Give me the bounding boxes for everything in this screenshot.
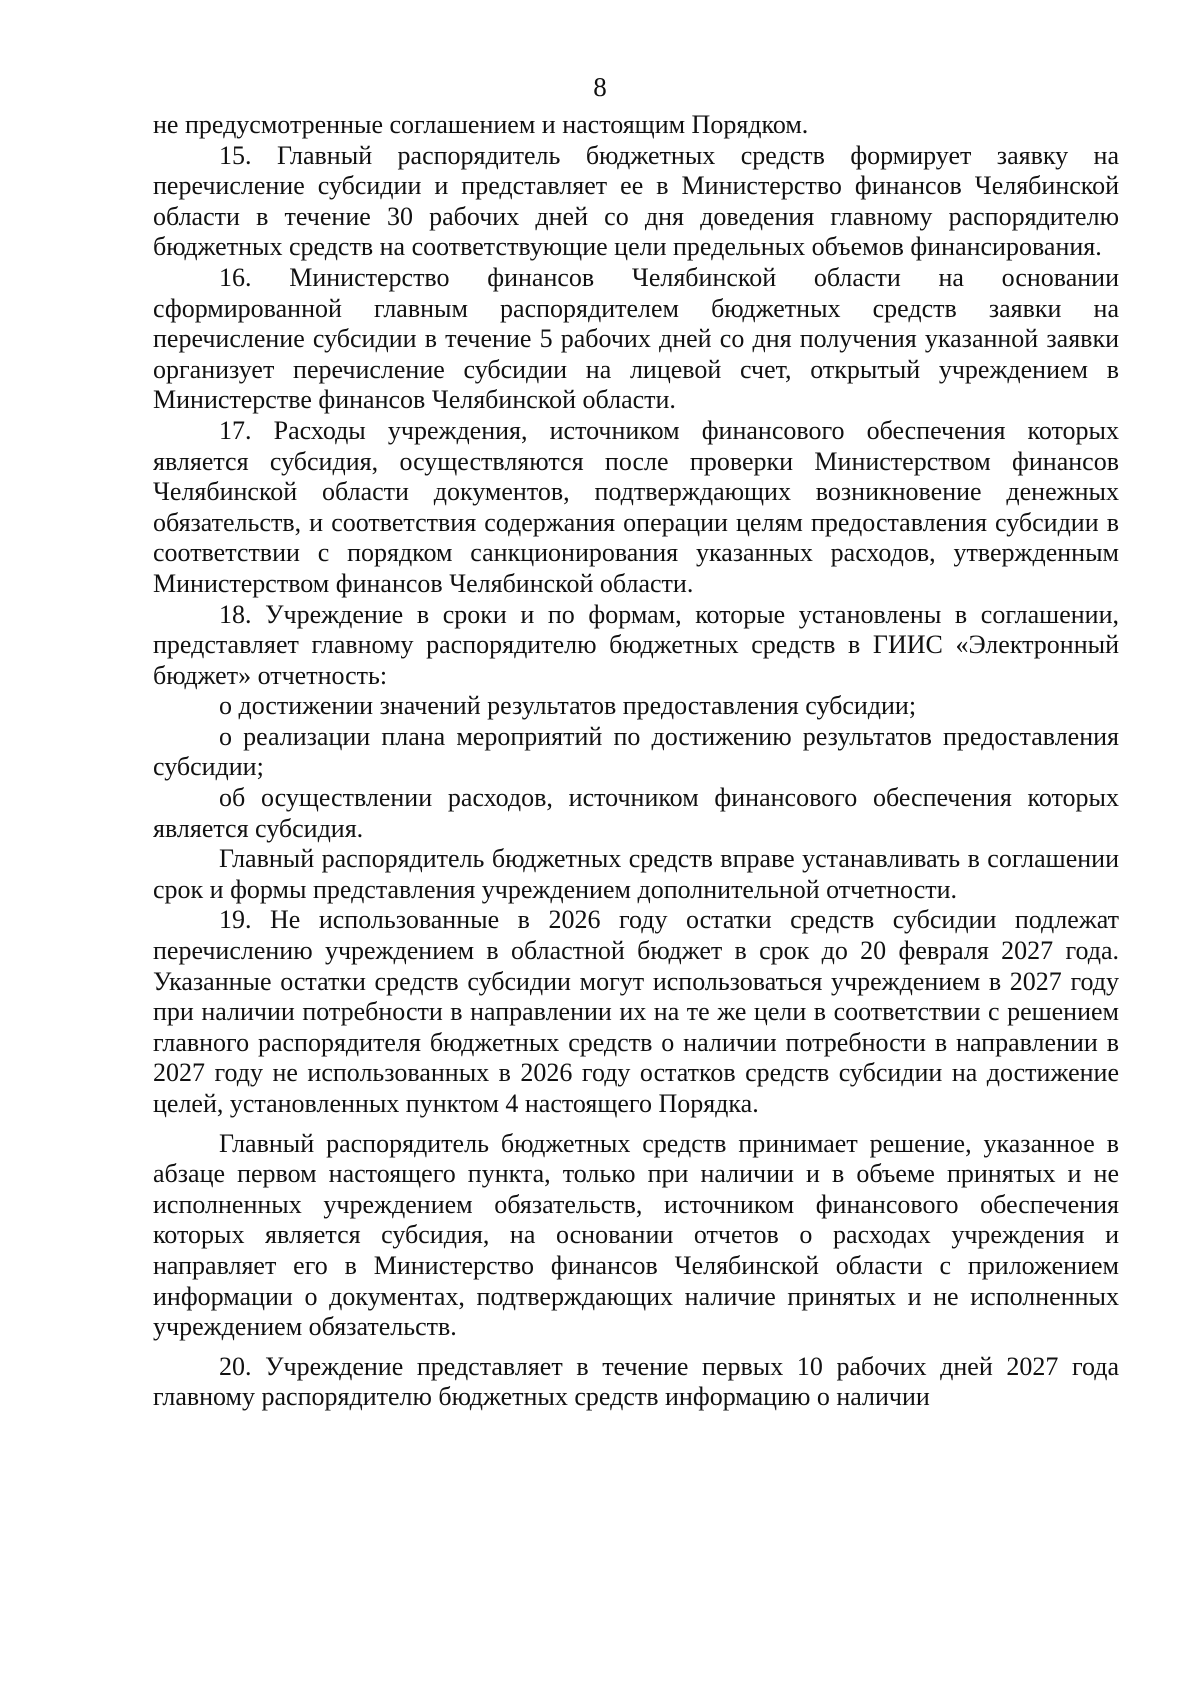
paragraph-additional-reporting: Главный распорядитель бюджетных средств вправе устанавливать в соглашении срок и формы представления учреждением дополнительной отчетности. [153, 844, 1119, 904]
paragraph-report-results: о достижении значений результатов предоставления субсидии; [219, 691, 917, 721]
paragraph-continuation: не предусмотренные соглашением и настоящим Порядком. [153, 110, 809, 139]
paragraph-report-expenses: об осуществлении расходов, источником финансового обеспечения которых является субсидия. [153, 783, 1119, 843]
paragraph-item-15: 15. Главный распорядитель бюджетных средств формирует заявку на перечисление субсидии и представляет ее в Министерство финансов Челябинской области в течение 30 рабочих дней со дня доведения главному распорядителю бюджетных средств на соответствующие цели предельных объемов финансирования. [153, 140, 1119, 262]
paragraph-item-16: 16. Министерство финансов Челябинской области на основании сформированной главным распорядителем бюджетных средств заявки на перечисление субсидии в течение 5 рабочих дней со дня получения указанной заявки организует перечисление субсидии на лицевой счет, открытый учреждением в Министерстве финансов Челябинской области. [153, 262, 1119, 415]
document-body [153, 110, 1119, 1413]
page-number: 8 [593, 72, 607, 102]
paragraph-item-17: 17. Расходы учреждения, источником финансового обеспечения которых является субсидия, осуществляются после проверки Министерством финансов Челябинской области документов, подтверждающих возникновение денежных обязательств, и соответствия содержания операции целям предоставления субсидии в соответствии с порядком санкционирования указанных расходов, утвержденным Министерством финансов Челябинской области. [153, 415, 1119, 598]
paragraph-report-plan: о реализации плана мероприятий по достижению результатов предоставления субсидии; [153, 721, 1119, 782]
paragraph-decision: Главный распорядитель бюджетных средств принимает решение, указанное в абзаце первом настоящего пункта, только при наличии и в объеме принятых и не исполненных учреждением обязательств, источником финансового обеспечения которых является субсидия, на основании отчетов о расходах учреждения и направляет его в Министерство финансов Челябинской области с приложением информации о документах, подтверждающих наличие принятых и не исполненных учреждением обязательств. [153, 1128, 1119, 1342]
paragraph-item-18: 18. Учреждение в сроки и по формам, которые установлены в соглашении, представляет главному распорядителю бюджетных средств в ГИИС «Электронный бюджет» отчетность: [153, 599, 1119, 690]
paragraph-item-20: 20. Учреждение представляет в течение первых 10 рабочих дней 2027 года главному распорядителю бюджетных средств информацию о наличии [153, 1351, 1119, 1412]
paragraph-item-19: 19. Не использованные в 2026 году остатки средств субсидии подлежат перечислению учреждением в областной бюджет в срок до 20 февраля 2027 года. Указанные остатки средств субсидии могут использоваться учреждением в 2027 году при наличии потребности в направлении их на те же цели в соответствии с решением главного распорядителя бюджетных средств о наличии потребности в направлении в 2027 году не использованных в 2026 году остатков средств субсидии на достижение целей, установленных пунктом 4 настоящего Порядка. [153, 905, 1119, 1118]
